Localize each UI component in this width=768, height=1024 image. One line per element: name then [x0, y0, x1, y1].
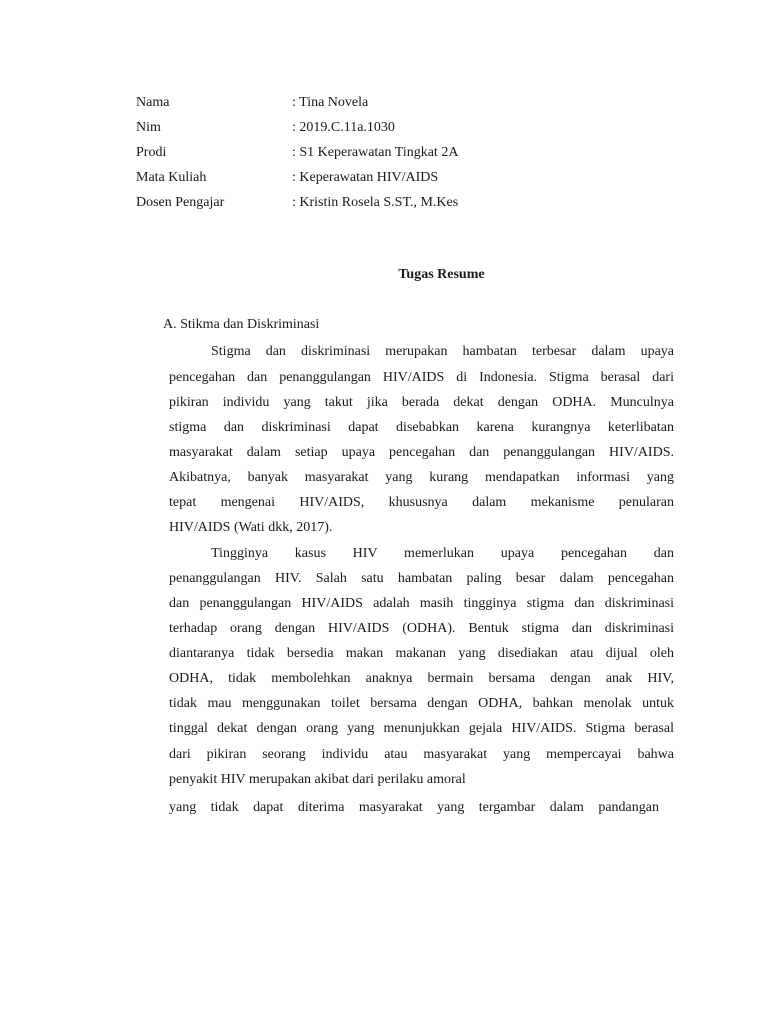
paragraph-line: tinggal dekat dengan orang yang menunjukkan gejala HIV/AIDS. Stigma berasal: [169, 721, 674, 736]
info-label-dosen-pengajar: Dosen Pengajar: [136, 195, 225, 210]
info-label-nim: Nim: [136, 120, 161, 135]
paragraph-line: HIV/AIDS (Wati dkk, 2017).: [169, 520, 333, 535]
info-label-nama: Nama: [136, 95, 170, 110]
paragraph-line: terhadap orang dengan HIV/AIDS (ODHA). Bentuk stigma dan diskriminasi: [169, 621, 674, 636]
paragraph-line: yang tidak dapat diterima masyarakat yang tergambar dalam pandangan: [169, 800, 659, 815]
paragraph-line: ODHA, tidak membolehkan anaknya bermain bersama dengan anak HIV,: [169, 671, 674, 686]
paragraph-line: stigma dan diskriminasi dapat disebabkan karena kurangnya keterlibatan: [169, 420, 674, 435]
paragraph-line: tepat mengenai HIV/AIDS, khususnya dalam mekanisme penularan: [169, 495, 674, 510]
paragraph-line: diantaranya tidak bersedia makan makanan yang disediakan atau dijual oleh: [169, 646, 674, 661]
section-heading: A. Stikma dan Diskriminasi: [163, 317, 320, 332]
paragraph-line: dan penanggulangan HIV/AIDS adalah masih tingginya stigma dan diskriminasi: [169, 596, 674, 611]
paragraph-line: penyakit HIV merupakan akibat dari perilaku amoral: [169, 772, 466, 787]
paragraph-line: masyarakat dalam setiap upaya pencegahan dan penanggulangan HIV/AIDS.: [169, 445, 674, 460]
paragraph-line: Akibatnya, banyak masyarakat yang kurang mendapatkan informasi yang: [169, 470, 674, 485]
info-value-prodi: : S1 Keperawatan Tingkat 2A: [292, 145, 459, 160]
info-value-mata-kuliah: : Keperawatan HIV/AIDS: [292, 170, 439, 185]
paragraph-line: Tingginya kasus HIV memerlukan upaya pencegahan dan: [211, 546, 674, 561]
document-title: Tugas Resume: [398, 267, 485, 282]
paragraph-line: Stigma dan diskriminasi merupakan hambatan terbesar dalam upaya: [211, 344, 674, 359]
info-label-mata-kuliah: Mata Kuliah: [136, 170, 207, 185]
paragraph-line: pikiran individu yang takut jika berada dekat dengan ODHA. Munculnya: [169, 395, 674, 410]
info-label-prodi: Prodi: [136, 145, 167, 160]
paragraph-line: tidak mau menggunakan toilet bersama dengan ODHA, bahkan menolak untuk: [169, 696, 674, 711]
paragraph-line: penanggulangan HIV. Salah satu hambatan paling besar dalam pencegahan: [169, 571, 674, 586]
info-value-nim: : 2019.C.11a.1030: [292, 120, 395, 135]
paragraph-line: pencegahan dan penanggulangan HIV/AIDS di Indonesia. Stigma berasal dari: [169, 370, 674, 385]
info-value-dosen-pengajar: : Kristin Rosela S.ST., M.Kes: [292, 195, 459, 210]
info-value-nama: : Tina Novela: [292, 95, 369, 110]
paragraph-line: dari pikiran seorang individu atau masyarakat yang mempercayai bahwa: [169, 747, 674, 762]
